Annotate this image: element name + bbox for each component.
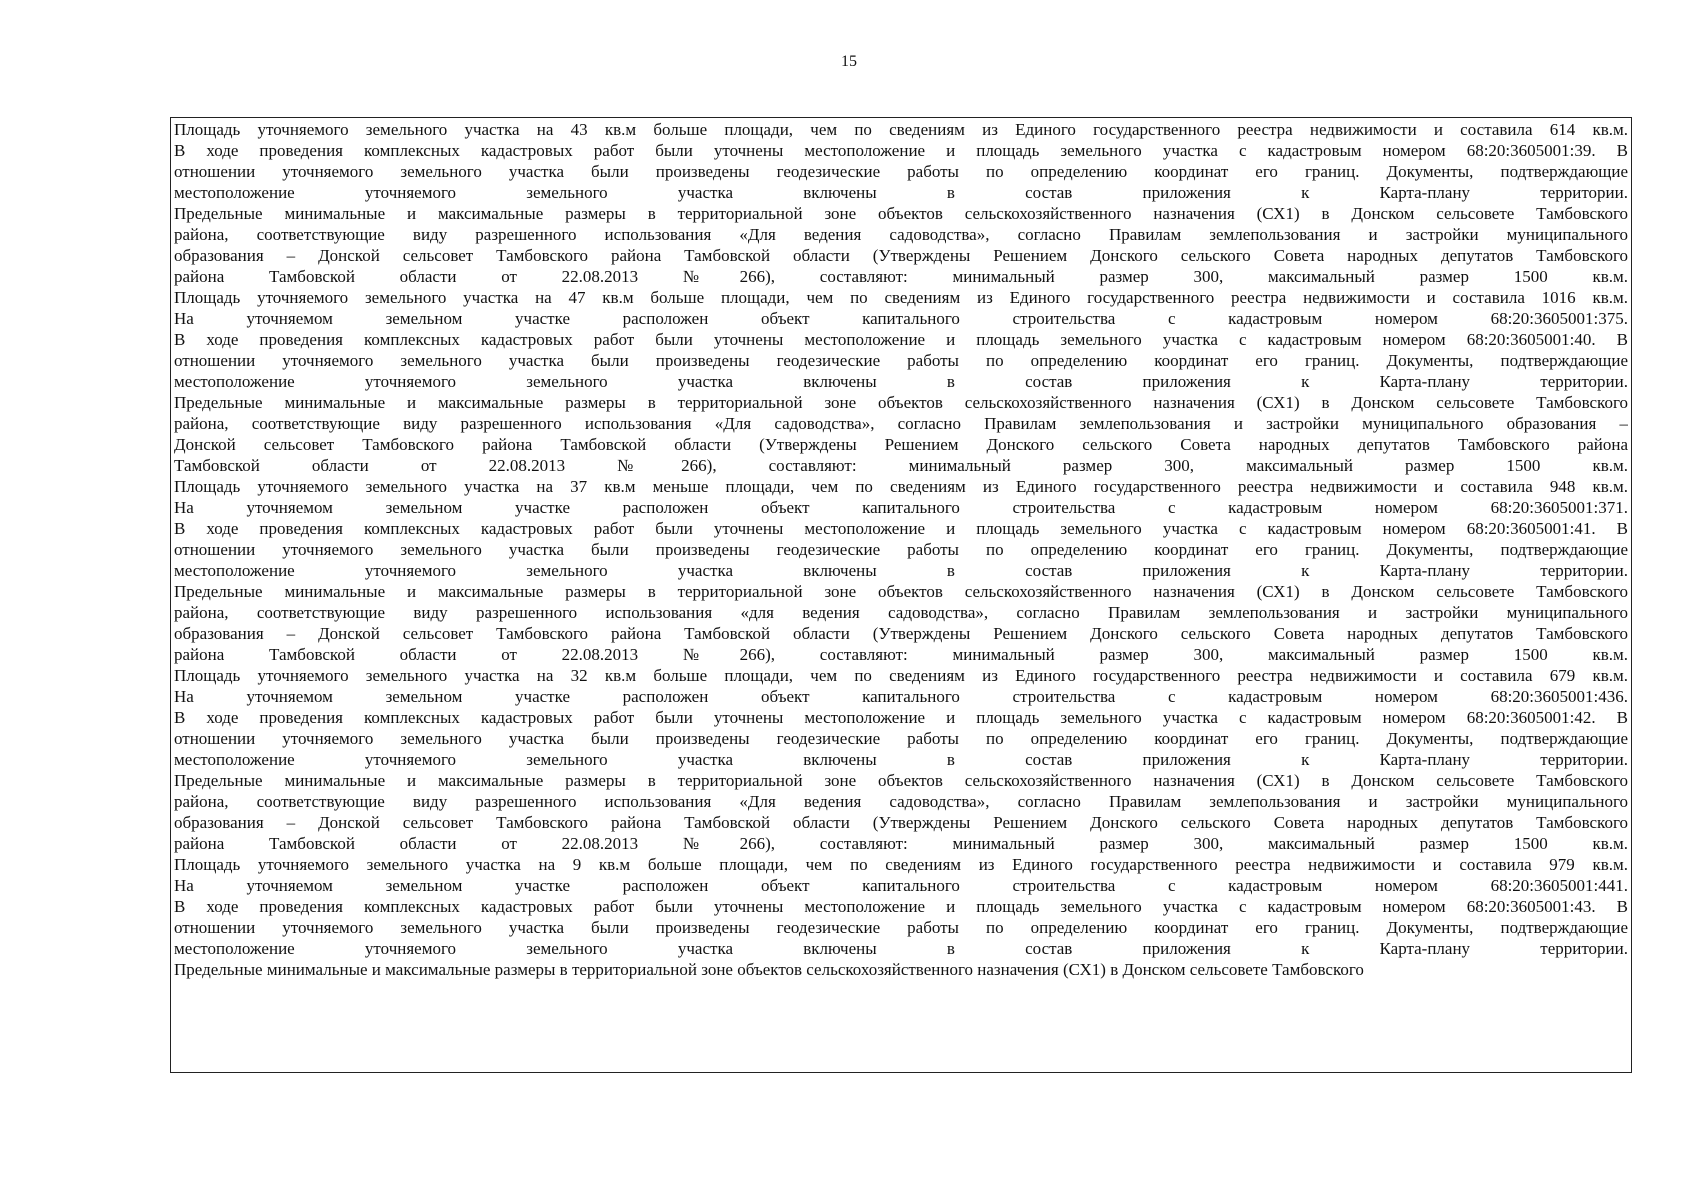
text-line: В ходе проведения комплексных кадастровых работ были уточнены местоположение и площадь земельного участка с кадастровым номером 68:20:3605001:40. В [174,330,1628,349]
text-frame [170,117,1632,1073]
text-line: образования – Донской сельсовет Тамбовского района Тамбовской области (Утверждены Решением Донского сельского Совета народных депутатов Тамбовского [174,246,1628,265]
text-line: Предельные минимальные и максимальные размеры в территориальной зоне объектов сельскохозяйственного назначения (СХ1) в Донском сельсовете Тамбовского [174,582,1628,601]
text-line: На уточняемом земельном участке расположен объект капитального строительства с кадастровым номером 68:20:3605001:441. [174,876,1628,895]
text-line: района, соответствующие виду разрешенного использования «Для садоводства», согласно Правилам землепользования и застройки муниципального образования – [174,414,1628,433]
text-line: Площадь уточняемого земельного участка на 37 кв.м меньше площади, чем по сведениям из Единого государственного реестра недвижимости и составила 948 кв.м. [174,477,1628,496]
text-line: Предельные минимальные и максимальные размеры в территориальной зоне объектов сельскохозяйственного назначения (СХ1) в Донском сельсовете Тамбовского [174,393,1628,412]
text-line: В ходе проведения комплексных кадастровых работ были уточнены местоположение и площадь земельного участка с кадастровым номером 68:20:3605001:43. В [174,897,1628,916]
text-line: На уточняемом земельном участке расположен объект капитального строительства с кадастровым номером 68:20:3605001:436. [174,687,1628,706]
text-line: отношении уточняемого земельного участка были произведены геодезические работы по определению координат его границ. Документы, подтверждающие [174,540,1628,559]
text-line: Площадь уточняемого земельного участка на 9 кв.м больше площади, чем по сведениям из Единого государственного реестра недвижимости и составила 979 кв.м. [174,855,1628,874]
text-line: Предельные минимальные и максимальные размеры в территориальной зоне объектов сельскохозяйственного назначения (СХ1) в Донском сельсовете Тамбовского [174,960,1364,979]
text-line: отношении уточняемого земельного участка были произведены геодезические работы по определению координат его границ. Документы, подтверждающие [174,729,1628,748]
text-line: местоположение уточняемого земельного участка включены в состав приложения к Карта-плану территории. [174,372,1628,391]
page-number: 15 [841,53,857,70]
text-line: района Тамбовской области от 22.08.2013 №266), составляют: минимальный размер 300, максимальный размер 1500 кв.м. [174,645,1628,664]
text-line: района Тамбовской области от 22.08.2013 №266), составляют: минимальный размер 300, максимальный размер 1500 кв.м. [174,834,1628,853]
text-line: Площадь уточняемого земельного участка на 43 кв.м больше площади, чем по сведениям из Единого государственного реестра недвижимости и составила 614 кв.м. [174,120,1628,139]
text-line: района, соответствующие виду разрешенного использования «Для ведения садоводства», согласно Правилам землепользования и застройки муниципального [174,225,1628,244]
text-line: отношении уточняемого земельного участка были произведены геодезические работы по определению координат его границ. Документы, подтверждающие [174,351,1628,370]
text-line: района Тамбовской области от 22.08.2013 №266), составляют: минимальный размер 300, максимальный размер 1500 кв.м. [174,267,1628,286]
text-line: На уточняемом земельном участке расположен объект капитального строительства с кадастровым номером 68:20:3605001:375. [174,309,1628,328]
text-line: Тамбовской области от 22.08.2013 №266), составляют: минимальный размер 300, максимальный размер 1500 кв.м. [174,456,1628,475]
text-line: района, соответствующие виду разрешенного использования «для ведения садоводства», согласно Правилам землепользования и застройки муниципального [174,603,1628,622]
text-line: местоположение уточняемого земельного участка включены в состав приложения к Карта-плану территории. [174,939,1628,958]
text-line: Предельные минимальные и максимальные размеры в территориальной зоне объектов сельскохозяйственного назначения (СХ1) в Донском сельсовете Тамбовского [174,204,1628,223]
text-line: В ходе проведения комплексных кадастровых работ были уточнены местоположение и площадь земельного участка с кадастровым номером 68:20:3605001:41. В [174,519,1628,538]
text-line: местоположение уточняемого земельного участка включены в состав приложения к Карта-плану территории. [174,750,1628,769]
text-line: Донской сельсовет Тамбовского района Тамбовской области (Утверждены Решением Донского сельского Совета народных депутатов Тамбовского района [174,435,1628,454]
text-line: В ходе проведения комплексных кадастровых работ были уточнены местоположение и площадь земельного участка с кадастровым номером 68:20:3605001:42. В [174,708,1628,727]
text-line: отношении уточняемого земельного участка были произведены геодезические работы по определению координат его границ. Документы, подтверждающие [174,918,1628,937]
text-line: В ходе проведения комплексных кадастровых работ были уточнены местоположение и площадь земельного участка с кадастровым номером 68:20:3605001:39. В [174,141,1628,160]
text-line: района, соответствующие виду разрешенного использования «Для ведения садоводства», согласно Правилам землепользования и застройки муниципального [174,792,1628,811]
text-line: образования – Донской сельсовет Тамбовского района Тамбовской области (Утверждены Решением Донского сельского Совета народных депутатов Тамбовского [174,813,1628,832]
text-line: Площадь уточняемого земельного участка на 47 кв.м больше площади, чем по сведениям из Единого государственного реестра недвижимости и составила 1016 кв.м. [174,288,1628,307]
text-line: отношении уточняемого земельного участка были произведены геодезические работы по определению координат его границ. Документы, подтверждающие [174,162,1628,181]
text-line: Площадь уточняемого земельного участка на 32 кв.м больше площади, чем по сведениям из Единого государственного реестра недвижимости и составила 679 кв.м. [174,666,1628,685]
text-line: Предельные минимальные и максимальные размеры в территориальной зоне объектов сельскохозяйственного назначения (СХ1) в Донском сельсовете Тамбовского [174,771,1628,790]
text-line: образования – Донской сельсовет Тамбовского района Тамбовской области (Утверждены Решением Донского сельского Совета народных депутатов Тамбовского [174,624,1628,643]
text-line: местоположение уточняемого земельного участка включены в состав приложения к Карта-плану территории. [174,561,1628,580]
text-line: местоположение уточняемого земельного участка включены в состав приложения к Карта-плану территории. [174,183,1628,202]
text-line: На уточняемом земельном участке расположен объект капитального строительства с кадастровым номером 68:20:3605001:371. [174,498,1628,517]
